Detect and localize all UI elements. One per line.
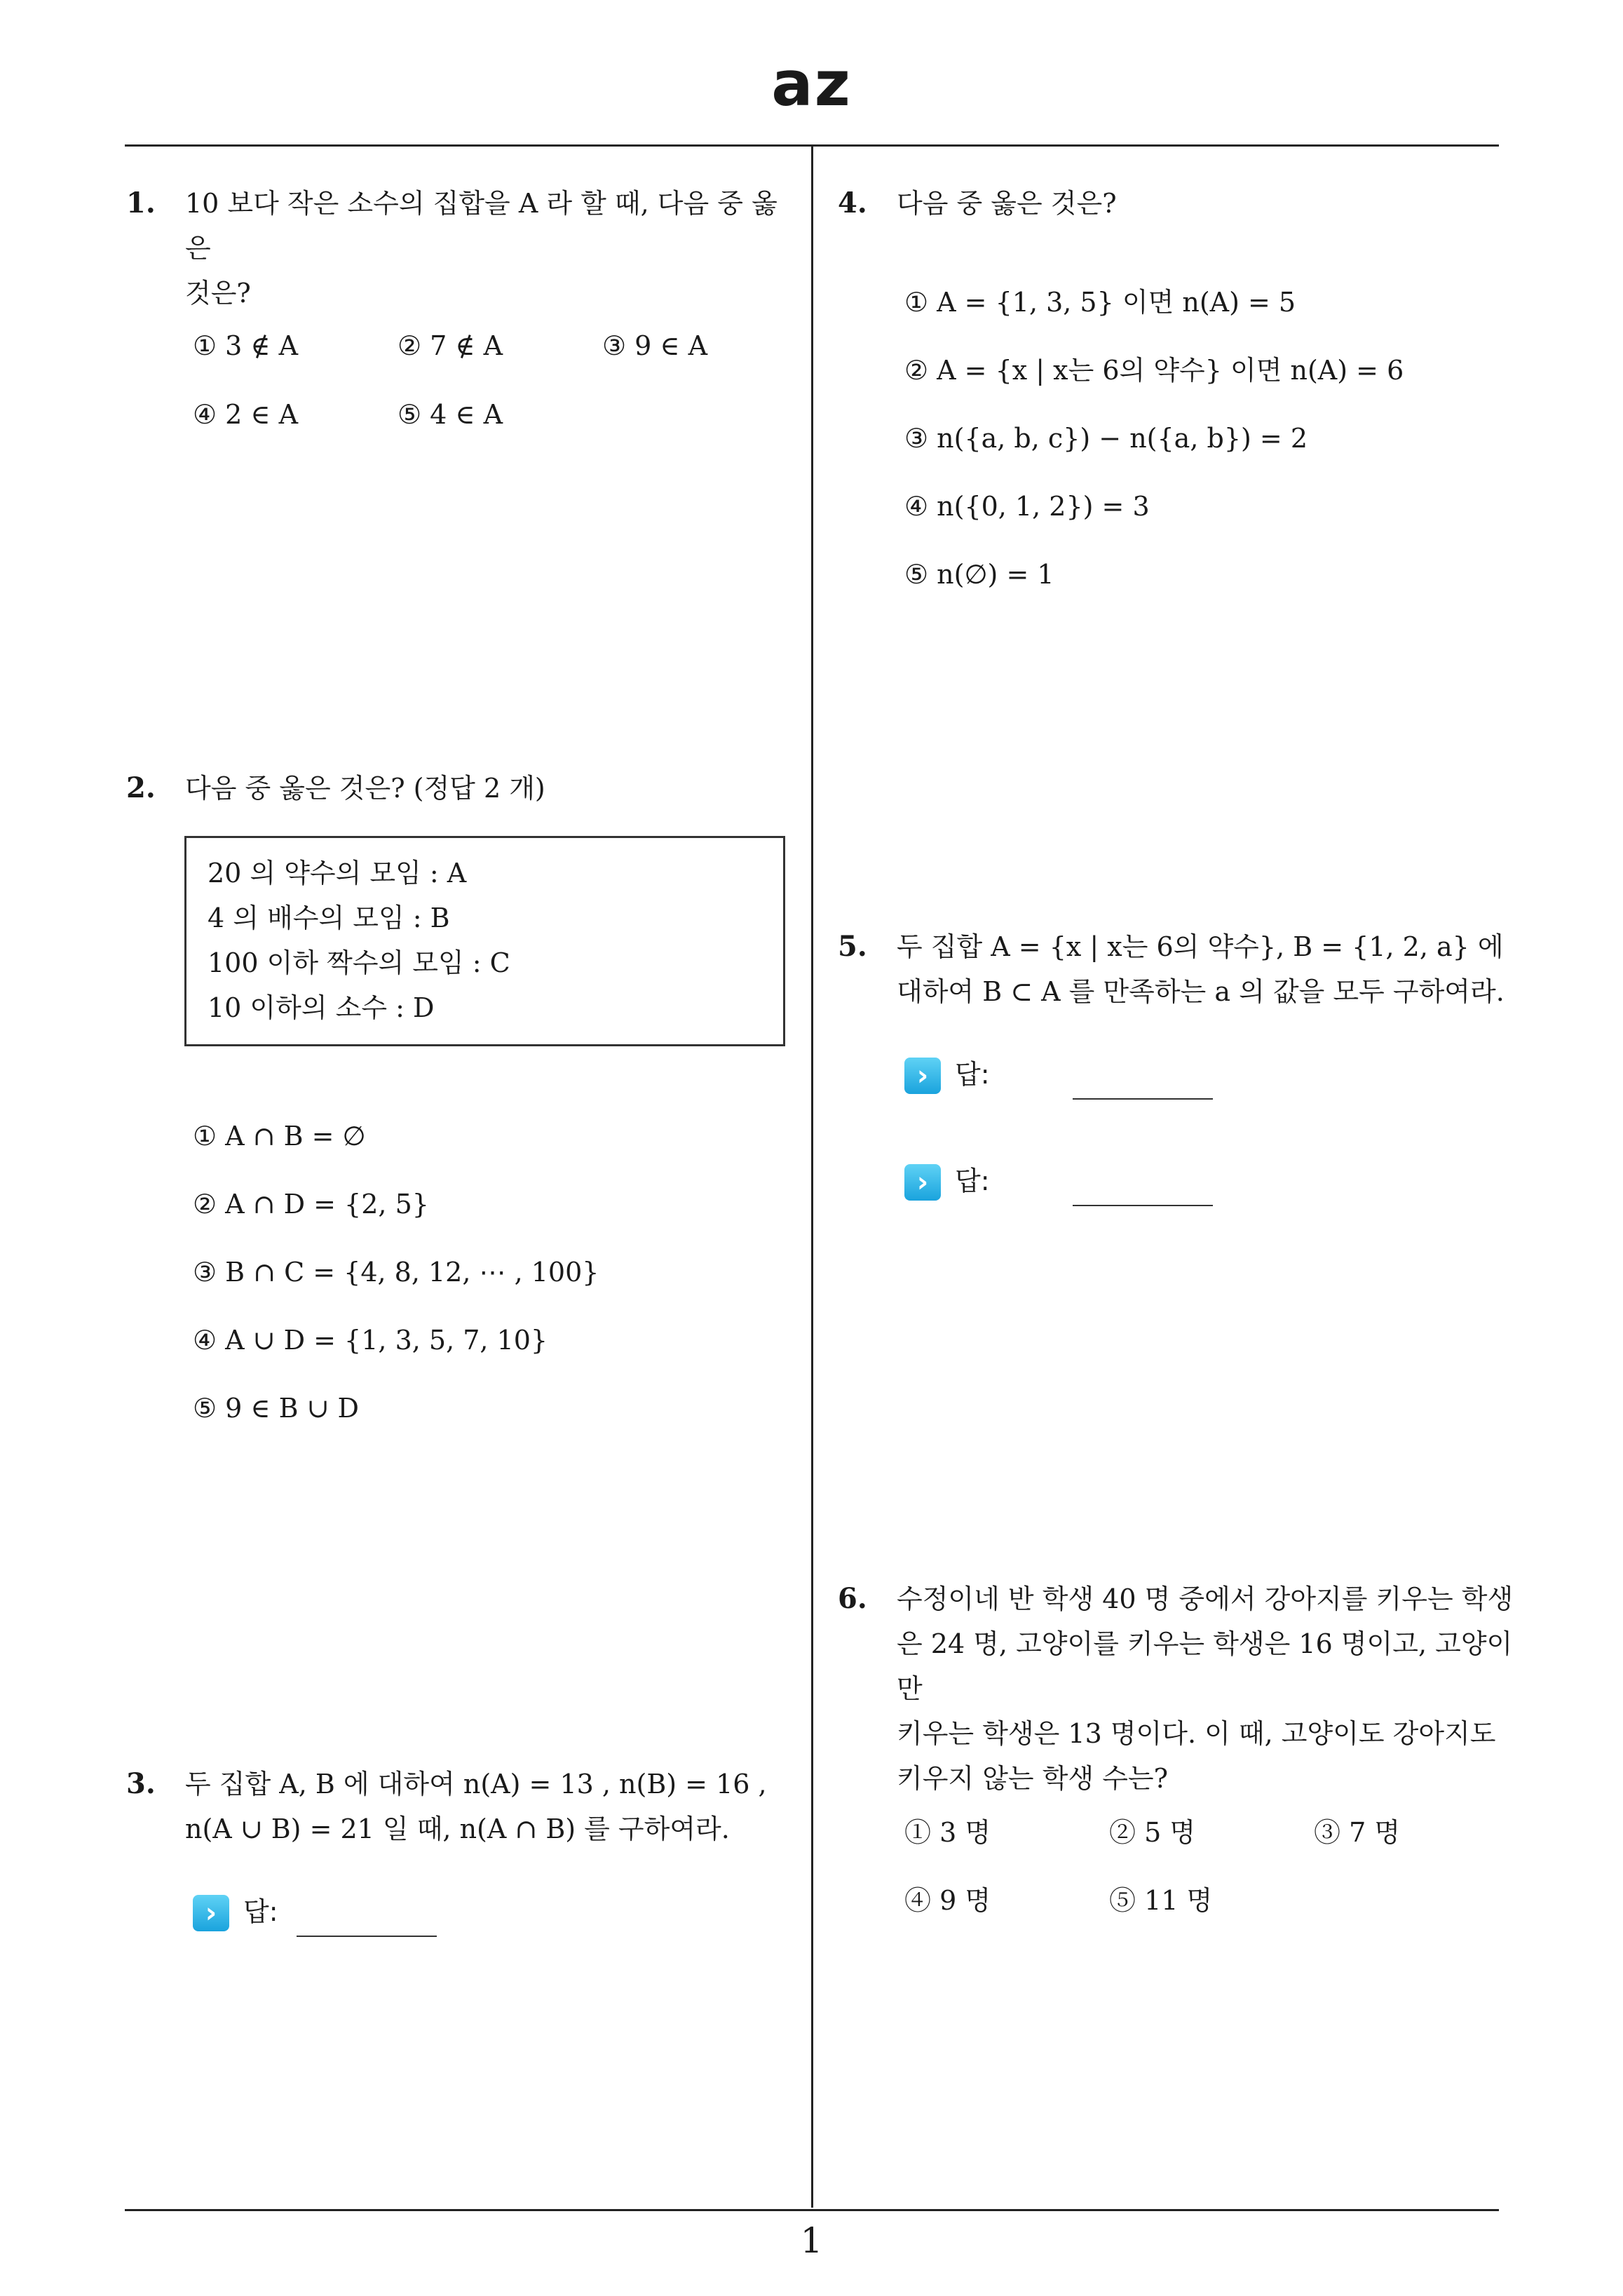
answer-label: 답: [243,1896,278,1927]
answer-blank[interactable] [1073,1205,1213,1206]
definition-item: 20 의 약수의 모임 : A [208,858,467,889]
option-2[interactable]: ② A = {x | x는 6의 약수} 이면 n(A) = 6 [904,355,1404,386]
option-5[interactable]: ⑤ 9 ∈ B ∪ D [193,1393,359,1424]
option-4[interactable]: ④ n({0, 1, 2}) = 3 [904,491,1150,522]
question-3 [126,1762,799,1972]
question-5 [838,924,1511,1233]
question-text [185,1762,802,1851]
question-2 [126,766,799,1453]
answer-field-2[interactable] [904,1161,1255,1203]
definition-item: 100 이하 짝수의 모임 : C [208,947,510,978]
question-text-line: 두 집합 A = {x | x는 6의 약수}, B = {1, 2, a} 에 [897,931,1504,962]
answer-field-1[interactable] [904,1055,1255,1097]
definition-item: 10 이하의 소수 : D [208,992,435,1023]
option-5[interactable]: ⑤ 4 ∈ A [398,399,503,430]
option-1[interactable]: ① 3 ∉ A [193,330,299,361]
question-number: 2. [126,771,156,804]
chevron-right-icon: › [904,1058,941,1094]
option-2[interactable]: ② 5 명 [1109,1817,1196,1848]
answer-field[interactable] [193,1892,543,1934]
question-1 [126,181,799,430]
option-5[interactable]: ⑤ 11 명 [1109,1885,1213,1916]
question-text-line: 수정이네 반 학생 40 명 중에서 강아지를 키우는 학생 [897,1583,1514,1614]
answer-label: 답: [955,1166,990,1196]
question-text: 다음 중 옳은 것은? [897,188,1117,219]
option-3[interactable]: ③ B ∩ C = {4, 8, 12, ⋯ , 100} [193,1257,599,1288]
answer-blank[interactable] [1073,1098,1213,1100]
question-text-line: 10 보다 작은 소수의 집합을 A 라 할 때, 다음 중 옳은 [185,188,777,264]
question-6 [838,1576,1514,1941]
question-text [185,181,802,316]
option-4[interactable]: ④ 2 ∈ A [193,399,299,430]
question-text-line: 대하여 B ⊂ A 를 만족하는 a 의 값을 모두 구하여라. [897,976,1505,1007]
question-number: 1. [126,187,156,220]
option-3[interactable]: ③ 7 명 [1314,1817,1401,1848]
question-number: 5. [838,930,867,963]
answer-label: 답: [955,1059,990,1090]
page-title: az [771,48,852,120]
answer-blank[interactable] [297,1936,437,1937]
question-text-line: 것은? [185,278,251,309]
question-text-line: 키우는 학생은 13 명이다. 이 때, 고양이도 강아지도 [897,1718,1496,1749]
option-5[interactable]: ⑤ n(∅) = 1 [904,559,1054,590]
option-2[interactable]: ② 7 ∉ A [398,330,503,361]
chevron-right-icon: › [193,1895,229,1931]
question-text-line: 키우지 않는 학생 수는? [897,1763,1168,1794]
option-2[interactable]: ② A ∩ D = {2, 5} [193,1189,429,1220]
question-number: 3. [126,1767,156,1800]
page-number: 1 [800,2220,823,2261]
option-4[interactable]: ④ A ∪ D = {1, 3, 5, 7, 10} [193,1325,548,1356]
option-3[interactable]: ③ 9 ∈ A [602,330,708,361]
question-text [897,924,1514,1014]
question-text-line: 두 집합 A, B 에 대하여 n(A) = 13 , n(B) = 16 , [185,1769,767,1799]
question-number: 6. [838,1582,867,1615]
option-1[interactable]: ① A ∩ B = ∅ [193,1121,366,1152]
question-text-line: n(A ∪ B) = 21 일 때, n(A ∩ B) 를 구하여라. [185,1814,730,1844]
option-1[interactable]: ① 3 명 [904,1817,991,1848]
option-3[interactable]: ③ n({a, b, c}) − n({a, b}) = 2 [904,423,1308,454]
column-divider [811,146,813,2208]
option-4[interactable]: ④ 9 명 [904,1885,991,1916]
question-text-line: 은 24 명, 고양이를 키우는 학생은 16 명이고, 고양이만 [897,1628,1513,1704]
question-text: 다음 중 옳은 것은? (정답 2 개) [185,773,545,804]
definition-item: 4 의 배수의 모임 : B [208,903,450,933]
question-4 [838,181,1511,602]
option-1[interactable]: ① A = {1, 3, 5} 이면 n(A) = 5 [904,287,1296,318]
footer-rule [125,2209,1499,2211]
question-text [897,1576,1514,1801]
question-number: 4. [838,187,867,220]
definition-box [184,836,785,1046]
chevron-right-icon: › [904,1164,941,1201]
